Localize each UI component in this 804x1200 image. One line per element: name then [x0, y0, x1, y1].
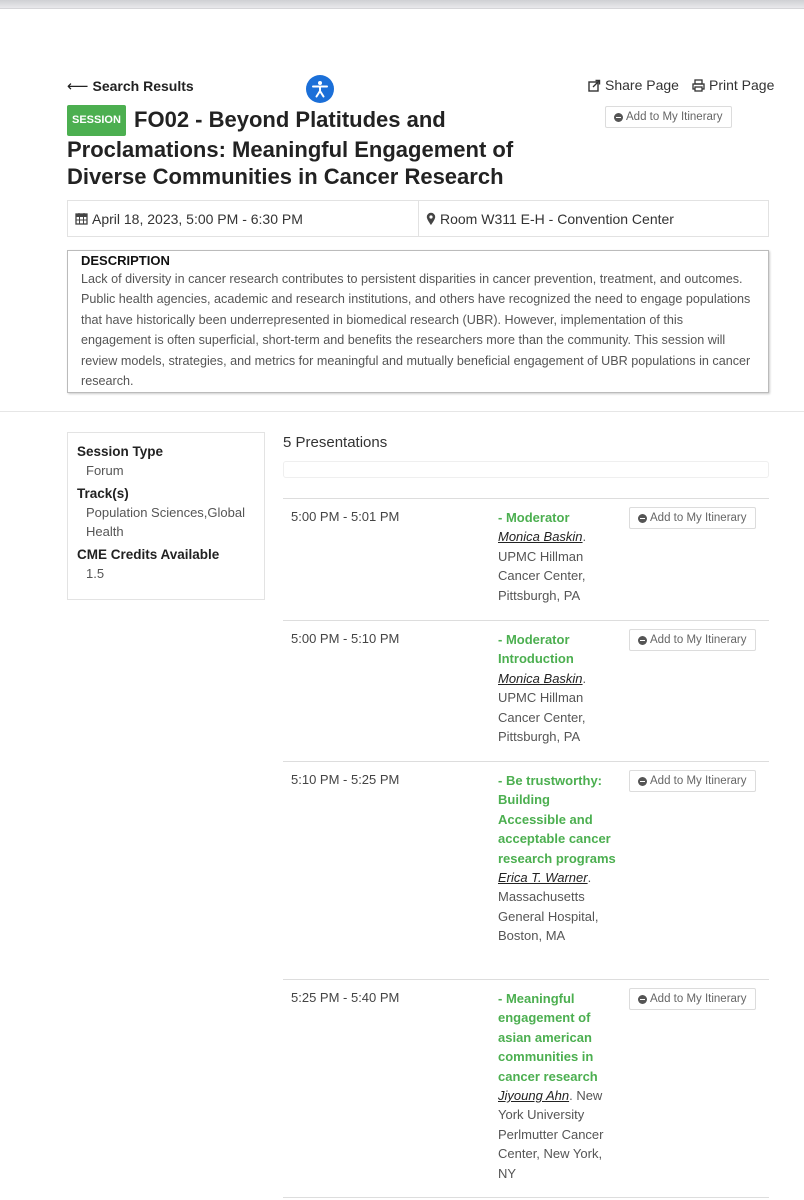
calendar-icon [75, 212, 88, 225]
cme-credits-label: CME Credits Available [77, 547, 220, 562]
presentation-info: - Meaningful engagement of asian american communities in cancer research Jiyoung Ahn. New York University Perlmutter Cancer Center, New York, NY [498, 989, 618, 1183]
cme-credits-value: 1.5 [86, 566, 105, 581]
back-to-search-results-link[interactable] [67, 77, 194, 95]
presentation-time: 5:00 PM - 5:10 PM [291, 631, 400, 646]
minus-circle-icon [638, 995, 647, 1004]
print-page-label: Print Page [709, 77, 775, 93]
tracks-label: Track(s) [77, 486, 129, 501]
session-meta [67, 200, 769, 237]
back-label: Search Results [92, 78, 194, 94]
minus-circle-icon [614, 113, 623, 122]
presentation-info: - Moderator Introduction Monica Baskin. UPMC Hillman Cancer Center, Pittsburgh, PA [498, 630, 618, 746]
presentation-time: 5:25 PM - 5:40 PM [291, 990, 400, 1005]
itinerary-label: Add to My Itinerary [626, 111, 723, 123]
accessibility-icon[interactable] [306, 75, 334, 103]
add-to-itinerary-button[interactable] [629, 770, 756, 792]
session-info-sidebar [67, 432, 265, 600]
share-icon [588, 79, 601, 92]
speaker-link[interactable]: Monica Baskin [498, 529, 583, 545]
speaker-affiliation: New York University Perlmutter Cancer Center, New York, NY [498, 1088, 604, 1181]
share-page-label: Share Page [605, 77, 679, 93]
itinerary-label: Add to My Itinerary [650, 775, 747, 787]
session-title: FO02 - Beyond Platitudes and Proclamations: Meaningful Engagement of Diverse Communities in Cancer Research [67, 107, 514, 189]
add-to-itinerary-button[interactable] [629, 507, 756, 529]
session-type-value: Forum [86, 463, 124, 478]
add-to-itinerary-button[interactable] [629, 988, 756, 1010]
speaker-link[interactable]: Erica T. Warner [498, 870, 588, 886]
share-page-button[interactable] [588, 77, 679, 93]
presentation-row [283, 620, 769, 761]
presentation-title[interactable]: - Be trustworthy: Building Accessible and acceptable cancer research programs [498, 773, 616, 866]
page-title [67, 105, 597, 190]
add-to-itinerary-button[interactable] [629, 629, 756, 651]
presentation-row [283, 761, 769, 979]
print-page-button[interactable] [692, 77, 774, 93]
session-location-text: Room W311 E-H - Convention Center [440, 210, 674, 227]
session-heading [67, 105, 597, 190]
minus-circle-icon [638, 636, 647, 645]
session-date [68, 201, 419, 236]
presentation-time: 5:10 PM - 5:25 PM [291, 772, 400, 787]
itinerary-label: Add to My Itinerary [650, 993, 747, 1005]
speaker-affiliation: UPMC Hillman Cancer Center, Pittsburgh, PA [498, 548, 586, 603]
session-location [419, 201, 674, 236]
arrow-left-icon: ⟵ [67, 78, 89, 95]
description-text: Lack of diversity in cancer research contributes to persistent disparities in cancer prevention, treatment, and outcomes. Public health agencies, academic and research institutions, and others have recognized the need to engage populations that have historically been underrepresented in biomedical research (UBR). However, implementation of this engagement is often superficial, short-term and benefits the researchers more than the community. This session will review models, strategies, and metrics for meaningful and mutually beneficial engagement of UBR populations in cancer research. [81, 272, 751, 389]
add-to-itinerary-button[interactable] [605, 106, 732, 128]
presentation-row [283, 498, 769, 620]
browser-top-bar [0, 0, 804, 9]
speaker-affiliation: UPMC Hillman Cancer Center, Pittsburgh, PA [498, 690, 586, 745]
itinerary-label: Add to My Itinerary [650, 512, 747, 524]
presentation-time: 5:00 PM - 5:01 PM [291, 509, 400, 524]
presentations-filter-bar [283, 461, 769, 478]
presentation-title[interactable]: - Moderator Introduction [498, 632, 574, 667]
presentation-info: - Be trustworthy: Building Accessible and acceptable cancer research programs Erica T. Warner. Massachusetts General Hospital, Boston, MA [498, 771, 618, 946]
itinerary-label: Add to My Itinerary [650, 634, 747, 646]
minus-circle-icon [638, 777, 647, 786]
session-badge: SESSION [67, 105, 126, 136]
session-date-text: April 18, 2023, 5:00 PM - 6:30 PM [92, 210, 303, 227]
tracks-value: Population Sciences,Global Health [86, 505, 245, 539]
printer-icon [692, 79, 705, 92]
minus-circle-icon [638, 514, 647, 523]
presentation-title[interactable]: - Meaningful engagement of asian american communities in cancer research [498, 991, 598, 1084]
presentation-info: - Moderator Monica Baskin. UPMC Hillman Cancer Center, Pittsburgh, PA [498, 508, 618, 605]
presentation-row [283, 979, 769, 1198]
speaker-link[interactable]: Jiyoung Ahn [498, 1088, 570, 1104]
description-panel [67, 250, 769, 393]
speaker-affiliation: Massachusetts General Hospital, Boston, MA [498, 889, 599, 944]
section-divider [0, 411, 804, 412]
session-type-label: Session Type [77, 444, 164, 459]
presentations-count: 5 Presentations [283, 434, 388, 451]
speaker-link[interactable]: Monica Baskin [498, 670, 583, 686]
map-marker-icon [426, 212, 436, 226]
description-heading: DESCRIPTION [81, 253, 170, 268]
presentation-title[interactable]: - Moderator [498, 510, 570, 525]
